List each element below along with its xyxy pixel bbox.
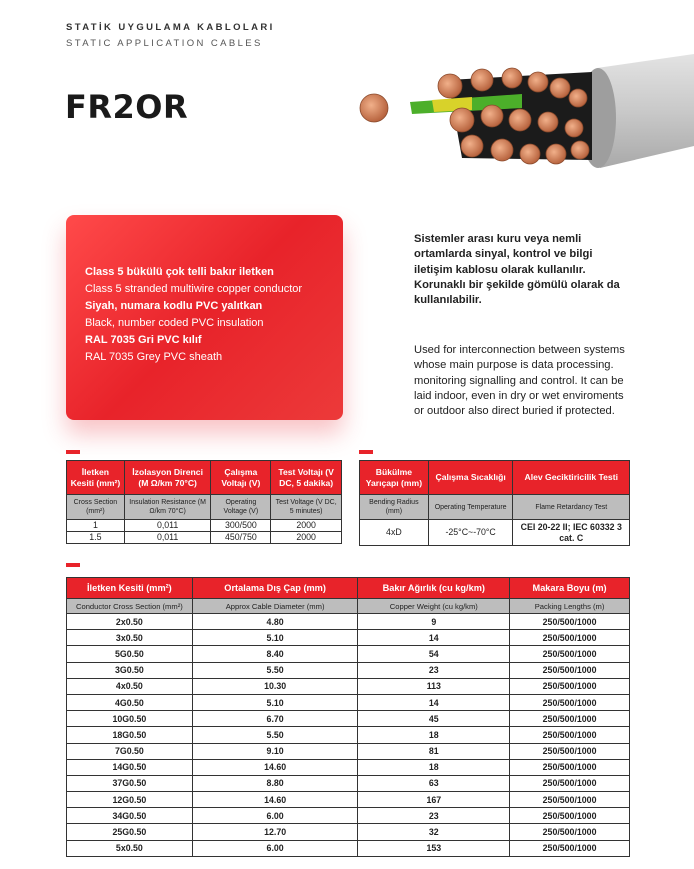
col-subheader-packing-length: Packing Lengths (m) (510, 599, 630, 614)
construction-lines (85, 264, 302, 366)
table-cell: 2000 (271, 520, 342, 532)
table-row (67, 840, 630, 856)
col-header-operating-temperature: Çalışma Sıcaklığı (428, 461, 513, 495)
table-row (67, 662, 630, 678)
conductor-spec-en: Class 5 stranded multiwire copper conductor (85, 283, 303, 295)
col-header-bending-radius: Bükülme Yarıçapı (mm) (360, 461, 429, 495)
col-subheader-flame-test: Flame Retardancy Test (513, 495, 630, 520)
table-cell: 2000 (271, 532, 342, 544)
table-cell: 5.10 (192, 630, 358, 646)
table-cell: 300/500 (211, 520, 271, 532)
section-marker (66, 563, 80, 567)
table-cell: 5.10 (192, 694, 358, 710)
description-tr: Sistemler arası kuru veya nemli ortamlarda sinyal, kontrol ve bilgi iletişim kablosu olarak kullanılır. Korunaklı bir şekilde gömülü olarak da kullanılabilir. (414, 233, 620, 307)
table-row (67, 727, 630, 743)
table-cell: 10G0.50 (67, 711, 193, 727)
col-subheader-bending-radius: Bending Radius (mm) (360, 495, 429, 520)
table-row (67, 520, 342, 532)
col-header-test-voltage: Test Voltajı (V DC, 5 dakika) (271, 461, 342, 495)
section-marker (359, 450, 373, 454)
section-marker (66, 450, 80, 454)
table-row (67, 678, 630, 694)
col-subheader-copper-weight: Copper Weight (cu kg/km) (358, 599, 510, 614)
table-cell: 250/500/1000 (510, 711, 630, 727)
table-cell: 14G0.50 (67, 759, 193, 775)
col-subheader-operating-voltage: Operating Voltage (V) (211, 495, 271, 520)
col-subheader-operating-temperature: Operating Temperature (428, 495, 513, 520)
properties-table (359, 460, 630, 546)
table-cell: 14.60 (192, 792, 358, 808)
table-cell: 2x0.50 (67, 614, 193, 630)
col-header-outer-diameter: Ortalama Dış Çap (mm) (192, 578, 358, 599)
table-cell: 1 (67, 520, 125, 532)
table-cell: 12G0.50 (67, 792, 193, 808)
sheath-spec-en: RAL 7035 Grey PVC sheath (85, 351, 223, 363)
table-row (67, 532, 342, 544)
table-cell: 4xD (360, 520, 429, 546)
table-cell: 37G0.50 (67, 775, 193, 791)
col-subheader-outer-diameter: Approx Cable Diameter (mm) (192, 599, 358, 614)
table-row (67, 694, 630, 710)
table-cell: 54 (358, 646, 510, 662)
table-row (67, 711, 630, 727)
table-cell: -25°C~-70°C (428, 520, 513, 546)
dimensions-table-body (67, 614, 630, 857)
table-cell: 450/750 (211, 532, 271, 544)
table-cell: 23 (358, 662, 510, 678)
table-cell: 34G0.50 (67, 808, 193, 824)
table-cell: 3G0.50 (67, 662, 193, 678)
table-cell: 18G0.50 (67, 727, 193, 743)
insulation-spec-tr: Siyah, numara kodlu PVC yalıtkan (85, 300, 263, 312)
table-row (67, 792, 630, 808)
table-row (67, 646, 630, 662)
table-header-row (67, 578, 630, 599)
category-title-tr: STATİK UYGULAMA KABLOLARI (66, 22, 275, 33)
col-subheader-conductor-section: Conductor Cross Section (mm²) (67, 599, 193, 614)
table-subheader-row (360, 495, 630, 520)
dimensions-table (66, 577, 630, 857)
table-row (67, 614, 630, 630)
table-cell: 10.30 (192, 678, 358, 694)
table-cell: 250/500/1000 (510, 614, 630, 630)
conductor-spec-tr: Class 5 bükülü çok telli bakır iletken (85, 266, 274, 278)
table-cell: 32 (358, 824, 510, 840)
table-row (67, 630, 630, 646)
insulation-spec-en: Black, number coded PVC insulation (85, 317, 264, 329)
table-cell: 14 (358, 694, 510, 710)
electrical-table (66, 460, 342, 544)
col-header-insulation-resistance: İzolasyon Direnci (M Ω/km 70°C) (124, 461, 211, 495)
table-subheader-row (67, 599, 630, 614)
table-cell: 250/500/1000 (510, 678, 630, 694)
table-cell: 250/500/1000 (510, 662, 630, 678)
table-cell: 6.00 (192, 840, 358, 856)
table-cell: 250/500/1000 (510, 727, 630, 743)
construction-card (66, 215, 343, 420)
description-en: Used for interconnection between systems whose main purpose is data processing. monitoring signalling and control. It can be laid indoor, even in dry or wet enviroments or outdoor also direct buried if protected. (414, 344, 625, 418)
table-cell: 4.80 (192, 614, 358, 630)
col-header-cross-section: İletken Kesiti (mm²) (67, 461, 125, 495)
col-header-operating-voltage: Çalışma Voltajı (V) (211, 461, 271, 495)
table-cell: 8.80 (192, 775, 358, 791)
col-header-packing-length: Makara Boyu (m) (510, 578, 630, 599)
table-cell: 250/500/1000 (510, 775, 630, 791)
table-cell: 113 (358, 678, 510, 694)
table-cell: 6.00 (192, 808, 358, 824)
table-cell: 6.70 (192, 711, 358, 727)
cable-cross-section-image (352, 50, 694, 190)
col-subheader-insulation-resistance: Insulation Resistance (M Ω/km 70°C) (124, 495, 211, 520)
table-cell: 12.70 (192, 824, 358, 840)
table-header-row (67, 461, 342, 495)
table-cell: 250/500/1000 (510, 824, 630, 840)
table-cell: 81 (358, 743, 510, 759)
table-row (67, 743, 630, 759)
table-cell: 45 (358, 711, 510, 727)
table-cell: 0,011 (124, 532, 211, 544)
table-cell: 250/500/1000 (510, 694, 630, 710)
table-row (360, 520, 630, 546)
table-cell: 4G0.50 (67, 694, 193, 710)
col-header-flame-test: Alev Geciktiricilik Testi (513, 461, 630, 495)
table-cell: 7G0.50 (67, 743, 193, 759)
table-cell: 9 (358, 614, 510, 630)
table-cell: 4x0.50 (67, 678, 193, 694)
table-cell: 18 (358, 759, 510, 775)
table-cell: 5.50 (192, 727, 358, 743)
table-header-row (360, 461, 630, 495)
col-subheader-test-voltage: Test Voltage (V DC, 5 minutes) (271, 495, 342, 520)
table-cell: 5G0.50 (67, 646, 193, 662)
table-cell: 250/500/1000 (510, 808, 630, 824)
table-row (67, 759, 630, 775)
table-cell: 25G0.50 (67, 824, 193, 840)
table-subheader-row (67, 495, 342, 520)
table-cell: 8.40 (192, 646, 358, 662)
table-cell: 250/500/1000 (510, 743, 630, 759)
table-cell: 250/500/1000 (510, 759, 630, 775)
table-row (67, 824, 630, 840)
table-cell: 63 (358, 775, 510, 791)
col-header-copper-weight: Bakır Ağırlık (cu kg/km) (358, 578, 510, 599)
col-subheader-cross-section: Cross Section (mm²) (67, 495, 125, 520)
table-cell: 9.10 (192, 743, 358, 759)
table-row (67, 775, 630, 791)
table-cell: 250/500/1000 (510, 630, 630, 646)
table-cell: 0,011 (124, 520, 211, 532)
table-cell: CEI 20-22 II; IEC 60332 3 cat. C (513, 520, 630, 546)
product-title: FR2OR (65, 88, 189, 126)
table-cell: 1.5 (67, 532, 125, 544)
sheath-spec-tr: RAL 7035 Gri PVC kılıf (85, 334, 202, 346)
table-cell: 23 (358, 808, 510, 824)
table-cell: 14.60 (192, 759, 358, 775)
table-cell: 5x0.50 (67, 840, 193, 856)
table-cell: 18 (358, 727, 510, 743)
table-cell: 167 (358, 792, 510, 808)
table-cell: 250/500/1000 (510, 646, 630, 662)
table-cell: 5.50 (192, 662, 358, 678)
table-cell: 3x0.50 (67, 630, 193, 646)
table-cell: 250/500/1000 (510, 792, 630, 808)
table-row (67, 808, 630, 824)
category-title-en: STATIC APPLICATION CABLES (66, 38, 263, 49)
table-cell: 250/500/1000 (510, 840, 630, 856)
table-cell: 153 (358, 840, 510, 856)
table-cell: 14 (358, 630, 510, 646)
col-header-conductor-section: İletken Kesiti (mm²) (67, 578, 193, 599)
